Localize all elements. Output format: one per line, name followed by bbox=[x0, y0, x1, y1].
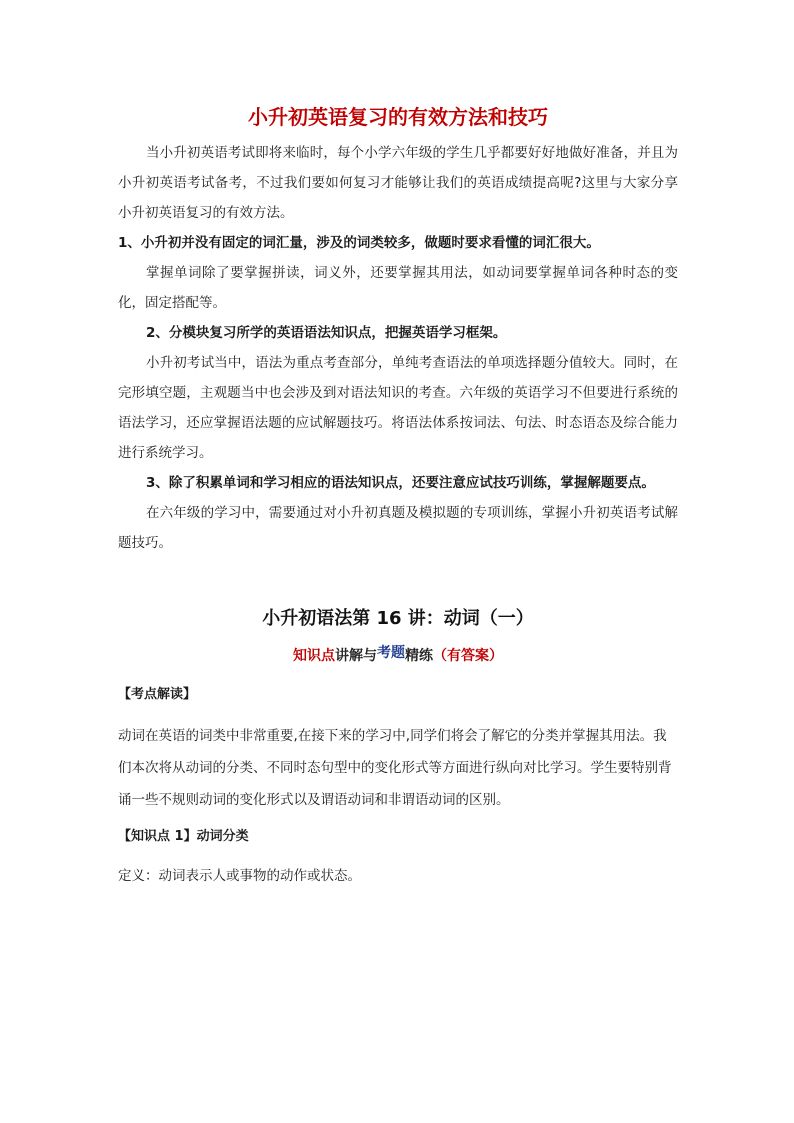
lesson-subtitle bbox=[118, 636, 678, 676]
lesson-title: 小升初语法第 16 讲：动词（一） bbox=[262, 608, 534, 629]
point2-text: 小升初考试当中，语法为重点考查部分，单纯考查语法的单项选择题分值较大。同时，在完形填空题，主观题当中也会涉及到对语法知识的考查。六年级的英语学习不但要进行系统的语法学习，还应掌握语法题的应试解题技巧。将语法体系按词法、句法、时态语态及综合能力进行系统学习。 bbox=[118, 355, 678, 461]
article-title: 小升初英语复习的有效方法和技巧 bbox=[248, 105, 548, 129]
subtitle-practice: 精练 bbox=[405, 648, 433, 664]
section-spacer bbox=[118, 558, 678, 602]
point1-heading: 1、小升初并没有固定的词汇量，涉及的词类较多，做题时要求看懂的词汇很大。 bbox=[118, 235, 600, 251]
point1-text: 掌握单词除了要掌握拼读，词义外，还要掌握其用法，如动词要掌握单词各种时态的变化，固定搭配等。 bbox=[118, 265, 678, 311]
document-content bbox=[118, 100, 678, 892]
point2-heading: 2、分模块复习所学的英语语法知识点，把握英语学习框架。 bbox=[146, 325, 507, 341]
section1-tag: 【考点解读】 bbox=[118, 687, 197, 702]
section2-tag: 【知识点 1】动词分类 bbox=[118, 829, 249, 844]
section2-text: 定义：动词表示人或事物的动作或状态。 bbox=[118, 868, 361, 884]
subtitle-exam: 考题 bbox=[377, 645, 405, 661]
article-intro: 当小升初英语考试即将来临时，每个小学六年级的学生几乎都要好好地做好准备，并且为小升初英语考试备考，不过我们要如何复习才能够让我们的英语成绩提高呢?这里与大家分享小升初英语复习的有效方法。 bbox=[118, 145, 678, 221]
subtitle-answer: （有答案） bbox=[433, 648, 503, 664]
subtitle-knowledge: 知识点 bbox=[293, 648, 335, 664]
subtitle-explain: 讲解与 bbox=[335, 648, 377, 664]
point3-heading: 3、除了积累单词和学习相应的语法知识点，还要注意应试技巧训练，掌握解题要点。 bbox=[146, 475, 655, 491]
point3-text: 在六年级的学习中，需要通过对小升初真题及模拟题的专项训练，掌握小升初英语考试解题技巧。 bbox=[118, 505, 678, 551]
section1-text: 动词在英语的词类中非常重要,在接下来的学习中,同学们将会了解它的分类并掌握其用法。我们本次将从动词的分类、不同时态句型中的变化形式等方面进行纵向对比学习。学生要特别背诵一些不规则动词的变化形式以及谓语动词和非谓语动词的区别。 bbox=[118, 728, 672, 808]
